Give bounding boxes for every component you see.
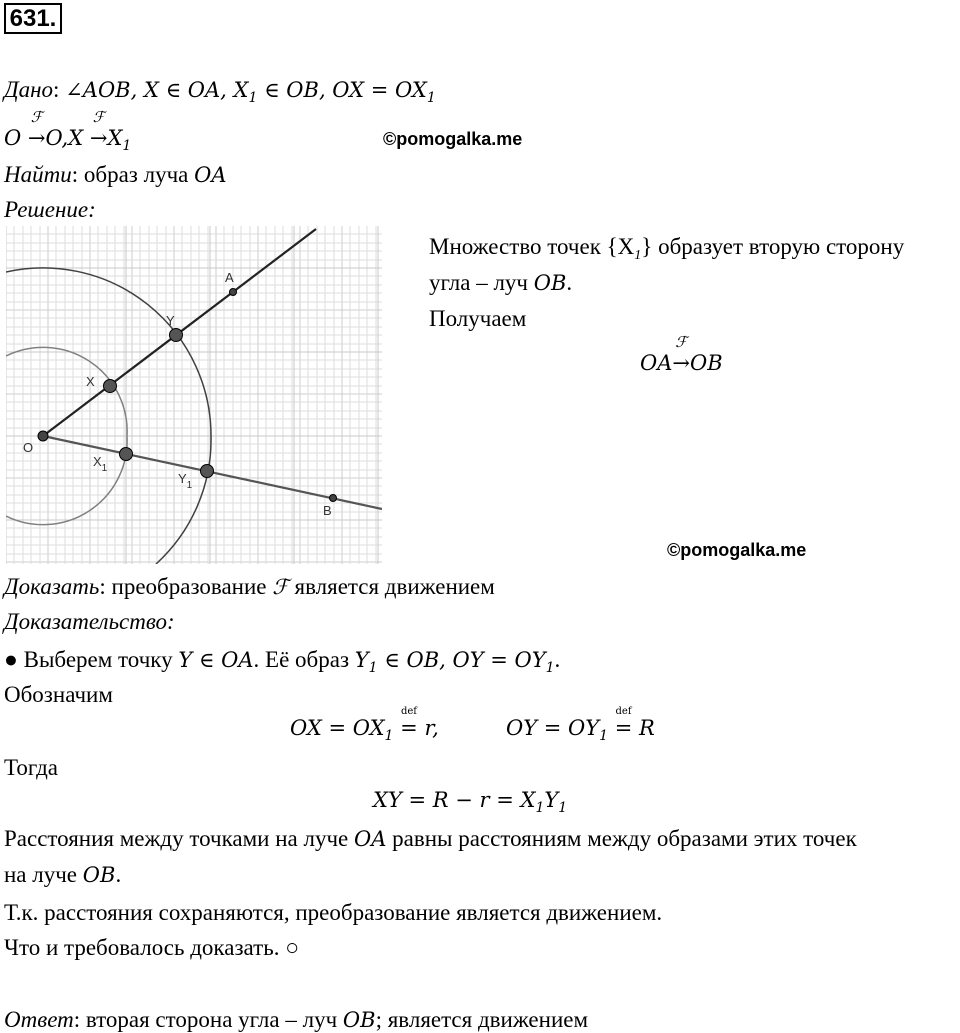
label-y1: $Y_1$ xyxy=(178,471,193,491)
point-y xyxy=(170,329,183,342)
answer-line: Ответ: вторая сторона угла – луч OB; является движением xyxy=(4,1007,589,1032)
equation-3: XY = $R - r = X_1Y_1$ xyxy=(373,788,568,816)
point-o xyxy=(38,431,48,441)
label-x: X xyxy=(86,374,95,389)
label-y: Y xyxy=(166,313,175,328)
given-label: Дано xyxy=(4,77,54,102)
prove-line: Доказать: преобразование ℱ является движением xyxy=(4,574,495,599)
watermark-top: ©pomogalka.me xyxy=(383,129,523,149)
label-a: A xyxy=(225,270,234,285)
right-formula: OA ℱ →OB xyxy=(640,333,723,375)
point-x1 xyxy=(120,448,133,461)
proof-label: Доказательство: xyxy=(4,609,175,634)
equation-1: OX = $OX_1$ def = r, xyxy=(290,706,439,744)
watermark-bottom: ©pomogalka.me xyxy=(667,540,807,560)
point-a xyxy=(230,289,237,296)
distance-line-2: на луче OB. xyxy=(4,862,122,887)
point-y1 xyxy=(201,465,214,478)
right-line-3: Получаем xyxy=(429,306,527,331)
denote-line: Обозначим xyxy=(4,682,113,707)
qed-line: Что и требовалось доказать. ○ xyxy=(4,935,300,960)
find-line: Найти: образ луча OA xyxy=(4,162,227,187)
given-line: Дано: ∠AOB, X ∈ OA, $X_1$ ∈ OB, OX = $OX_1$ xyxy=(4,77,436,106)
geometry-figure xyxy=(6,226,382,564)
distance-line-1: Расстояния между точками на луче OA равны расстояниям между образами этих точек xyxy=(4,826,857,851)
tk-line: Т.к. расстояния сохраняются, преобразование является движением. xyxy=(4,900,663,925)
proof-line-1: ● Выберем точку Y ∈ OA. Её образ $Y_1$ ∈ OB, OY = $OY_1$. xyxy=(4,647,561,676)
label-x1: $X_1$ xyxy=(93,454,108,474)
label-b: B xyxy=(323,503,332,518)
point-b xyxy=(330,495,337,502)
point-x xyxy=(104,380,117,393)
equation-2: OY = $OY_1$ def = R xyxy=(506,706,655,744)
problem-number: 631. xyxy=(4,3,62,34)
right-line-2: угла – луч OB. xyxy=(429,270,573,295)
label-o: O xyxy=(23,440,34,455)
given-condition: ∠AOB, X ∈ OA, $X_1$ ∈ OB, OX = $OX_1$ xyxy=(65,78,436,106)
solution-label: Решение: xyxy=(4,197,96,222)
then-line: Тогда xyxy=(4,755,59,780)
mapping-line: O ℱ →O,X ℱ $\to X_1$ xyxy=(4,108,132,154)
right-line-1: Множество точек $\{X_1\}$ образует вторую сторону xyxy=(429,234,905,263)
